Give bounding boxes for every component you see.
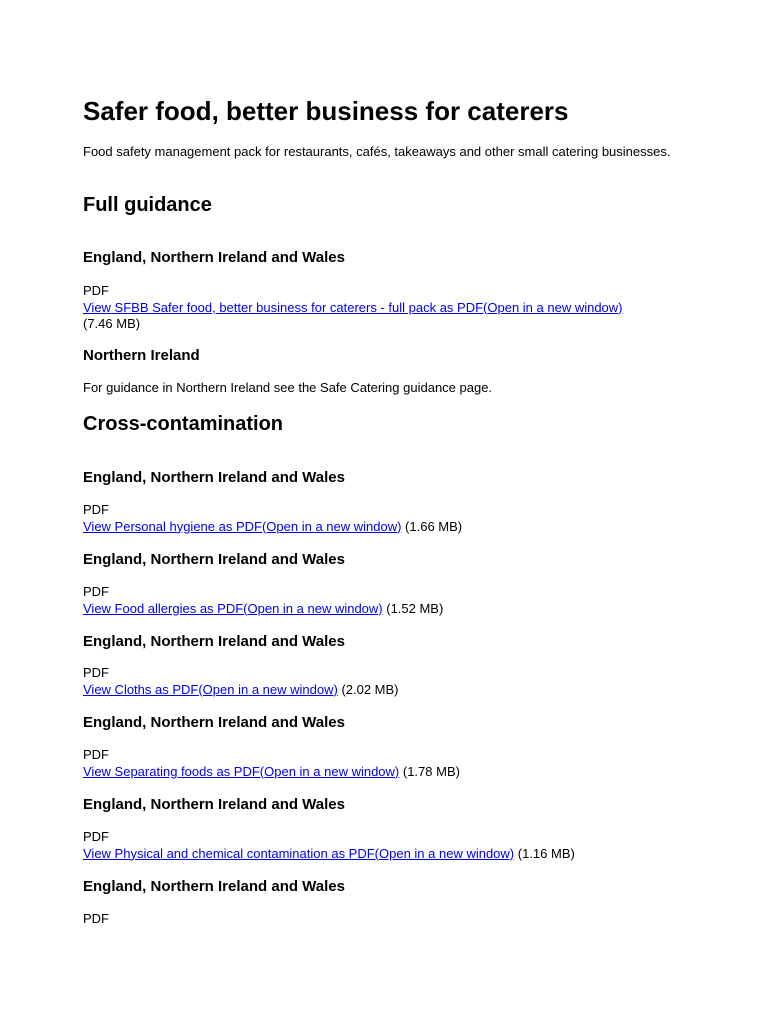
format-label: PDF	[83, 911, 109, 926]
region-heading: England, Northern Ireland and Wales	[83, 796, 345, 813]
download-item	[83, 584, 443, 617]
physical-chemical-contamination-pdf-link[interactable]: View Physical and chemical contamination as PDF(Open in a new window)	[83, 845, 515, 861]
download-item	[83, 747, 460, 780]
format-label: PDF	[83, 502, 109, 517]
separating-foods-pdf-link[interactable]: View Separating foods as PDF(Open in a new window)	[83, 763, 400, 779]
cross-contamination-heading: Cross-contamination	[83, 413, 284, 435]
format-label: PDF	[83, 747, 109, 762]
download-item	[83, 665, 399, 698]
northern-ireland-heading: Northern Ireland	[83, 347, 200, 364]
format-label: PDF	[83, 829, 109, 844]
region-heading: England, Northern Ireland and Wales	[83, 469, 345, 486]
page-title: Safer food, better business for caterers	[83, 96, 569, 126]
region-heading: England, Northern Ireland and Wales	[83, 878, 345, 895]
file-size: (1.78 MB)	[399, 763, 460, 779]
file-size: (1.52 MB)	[382, 600, 444, 616]
full-guidance-heading: Full guidance	[83, 194, 212, 216]
intro-paragraph: Food safety management pack for restaurants, cafés, takeaways and other small catering businesses.	[83, 144, 671, 159]
file-size: (2.02 MB)	[337, 681, 399, 697]
file-size: (1.66 MB)	[401, 518, 463, 534]
format-label: PDF	[83, 584, 109, 599]
file-size: (7.46 MB)	[83, 316, 141, 331]
format-label: PDF	[83, 665, 109, 680]
region-heading: England, Northern Ireland and Wales	[83, 633, 345, 650]
download-item	[83, 829, 575, 862]
format-label: PDF	[83, 283, 109, 298]
cloths-pdf-link[interactable]: View Cloths as PDF(Open in a new window)	[83, 681, 338, 697]
northern-ireland-text: For guidance in Northern Ireland see the Safe Catering guidance page.	[83, 380, 493, 395]
food-allergies-pdf-link[interactable]: View Food allergies as PDF(Open in a new window)	[83, 600, 383, 616]
region-heading: England, Northern Ireland and Wales	[83, 714, 345, 731]
download-item	[83, 502, 462, 535]
personal-hygiene-pdf-link[interactable]: View Personal hygiene as PDF(Open in a new window)	[83, 518, 402, 534]
file-size: (1.16 MB)	[514, 845, 575, 861]
full-guidance-region-heading: England, Northern Ireland and Wales	[83, 249, 345, 266]
full-guidance-download	[83, 283, 623, 333]
region-heading: England, Northern Ireland and Wales	[83, 551, 345, 568]
download-item	[83, 911, 109, 928]
full-pack-pdf-link[interactable]: View SFBB Safer food, better business for caterers - full pack as PDF(Open in a new window)	[83, 299, 623, 315]
